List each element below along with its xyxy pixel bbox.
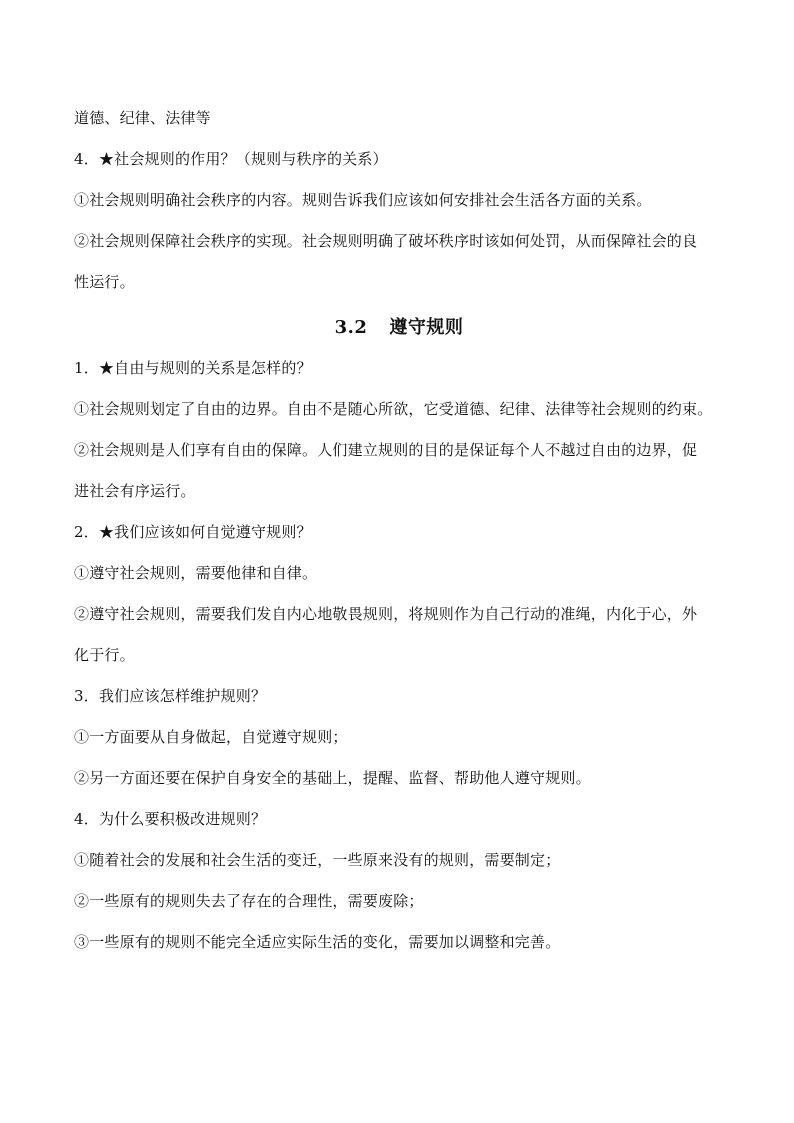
- answer-line: ②另一方面还要在保护自身安全的基础上，提醒、监督、帮助他人遵守规则。: [74, 769, 591, 787]
- section-title-text: 遵守规则: [389, 317, 464, 338]
- answer-line-2-continuation: 性运行。: [74, 273, 135, 291]
- question-heading-4-role-of-rules: 4．★社会规则的作用？（规则与秩序的关系）: [74, 150, 388, 168]
- answer-line: ③一些原有的规则不能完全适应实际生活的变化，需要加以调整和完善。: [74, 933, 561, 951]
- answer-line: ②一些原有的规则失去了存在的合理性，需要废除；: [74, 892, 424, 910]
- section-number: 3.2: [334, 317, 368, 338]
- answer-line: ①一方面要从自身做起，自觉遵守规则；: [74, 728, 348, 746]
- question-heading-2: 2．★我们应该如何自觉遵守规则？: [74, 523, 312, 541]
- question-heading-3: 3．我们应该怎样维护规则？: [74, 687, 267, 705]
- paragraph-block-intro: [74, 98, 724, 303]
- answer-line: ①随着社会的发展和社会生活的变迁，一些原来没有的规则，需要制定；: [74, 851, 561, 869]
- answer-line-continuation: 进社会有序运行。: [74, 482, 196, 500]
- answer-line-2: ②社会规则保障社会秩序的实现。社会规则明确了破坏秩序时该如何处罚，从而保障社会的良: [74, 232, 698, 250]
- answer-line-continuation: 化于行。: [74, 646, 135, 664]
- question-heading-1: 1．★自由与规则的关系是怎样的？: [74, 359, 312, 377]
- answer-line: ②社会规则是人们享有自由的保障。人们建立规则的目的是保证每个人不越过自由的边界，促: [74, 441, 698, 459]
- answer-line: ①社会规则划定了自由的边界。自由不是随心所欲，它受道德、纪律、法律等社会规则的约束。: [74, 400, 713, 418]
- question-heading-4: 4．为什么要积极改进规则？: [74, 810, 267, 828]
- answer-line: ②遵守社会规则，需要我们发自内心地敬畏规则，将规则作为自己行动的准绳，内化于心，外: [74, 605, 698, 623]
- section-heading: [74, 316, 724, 340]
- answer-line-1: ①社会规则明确社会秩序的内容。规则告诉我们应该如何安排社会生活各方面的关系。: [74, 191, 652, 209]
- text-line-continuation: 道德、纪律、法律等: [74, 109, 211, 127]
- paragraph-block-section: [74, 348, 724, 963]
- document-page: [74, 98, 724, 963]
- answer-line: ①遵守社会规则，需要他律和自律。: [74, 564, 318, 582]
